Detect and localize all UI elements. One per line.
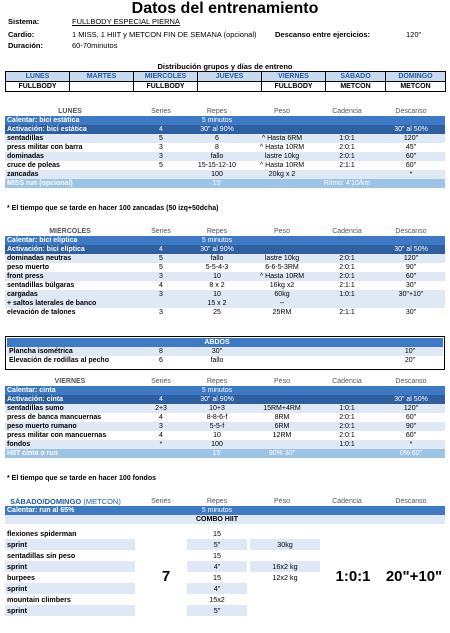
- activation-repes: 30" al 90%: [200, 246, 234, 253]
- col-series: Series: [151, 378, 171, 385]
- exercise-descanso: 60": [405, 414, 417, 421]
- metcon-cadencia: 1:0:1: [335, 568, 371, 585]
- exercise-cadencia: 1:0:1: [339, 405, 355, 412]
- sistema-value: FULLBODY ESPECIAL PIERNA: [72, 17, 180, 26]
- exercise-row: [5, 254, 445, 263]
- group-cell: FULLBODY: [134, 82, 198, 92]
- exercise-cadencia: 1:0:1: [339, 135, 355, 142]
- sistema-label: Sistema:: [8, 17, 40, 26]
- exercise-row: [5, 170, 445, 179]
- exercise-descanso: 90": [405, 423, 417, 430]
- day-cell: MARTES: [70, 72, 134, 82]
- exercise-peso: [247, 440, 317, 449]
- exercise-name: peso muerto rumano: [7, 423, 77, 430]
- miercoles-header-row: [5, 227, 445, 236]
- exercise-name: dominadas neutras: [7, 255, 72, 262]
- exercise-descanso: 120": [403, 135, 419, 142]
- activation-name: Activación: bici elíptica: [7, 246, 85, 253]
- exercise-cadencia: 2:0:1: [339, 423, 355, 430]
- group-cell: FULLBODY: [262, 82, 326, 92]
- exercise-cadencia: 2:1:1: [339, 309, 355, 316]
- metcon-exercise: sprint: [5, 561, 135, 572]
- warmup-name: Calentar: bici elíptica: [7, 237, 78, 244]
- exercise-cadencia: 2:0:1: [339, 273, 355, 280]
- distribution-title: Distribución grupos y días de entreno: [157, 62, 293, 71]
- viernes-header-row: [5, 377, 445, 386]
- descanso-value: 120": [406, 30, 422, 39]
- abdos-descanso: 10": [404, 348, 416, 355]
- miss-repes: 15': [212, 180, 222, 187]
- exercise-repes: 15-15-12-10: [197, 162, 237, 169]
- miss-row: [5, 179, 445, 188]
- exercise-cadencia: [317, 170, 377, 179]
- exercise-row: [5, 281, 445, 290]
- hiit-repes: 15': [212, 450, 222, 457]
- warmup-row: [5, 236, 445, 245]
- activation-repes: 30" al 90%: [200, 396, 234, 403]
- abdos-header-row: [7, 338, 443, 347]
- exercise-repes: 6: [215, 135, 219, 142]
- combo-series: 3: [159, 291, 163, 298]
- descanso-label: Descanso entre ejercicios:: [275, 30, 371, 39]
- abdos-row: [7, 356, 443, 365]
- exercise-name: peso muerto: [7, 264, 50, 271]
- metcon-repes: 15: [213, 551, 221, 560]
- day-title: MIÉRCOLES: [49, 228, 91, 235]
- col-descanso: Descanso: [395, 378, 427, 385]
- exercise-cadencia: 2:0:1: [339, 144, 355, 151]
- exercise-peso: 6-6-5-3RM: [265, 264, 299, 271]
- exercise-name: sentadillas sumo: [7, 405, 64, 412]
- metcon-repes: 5": [187, 605, 247, 616]
- exercise-descanso: *: [409, 441, 413, 448]
- metcon-repes: 15: [213, 573, 221, 582]
- exercise-name: sentadillas: [7, 135, 44, 142]
- exercise-descanso: 120": [403, 255, 419, 262]
- exercise-repes: 8 x 2: [209, 282, 225, 289]
- exercise-series: 3: [159, 144, 163, 151]
- metcon-repes: 4": [187, 561, 247, 572]
- day-cell: SÁBADO: [326, 72, 386, 82]
- exercise-series: 4: [159, 282, 163, 289]
- metcon-peso: 16x2 kg: [250, 561, 320, 572]
- metcon-repes: 5": [187, 539, 247, 550]
- exercise-name: fondos: [7, 441, 31, 448]
- exercise-repes: fallo: [210, 153, 224, 160]
- warmup-row: [5, 116, 445, 125]
- group-cell: [198, 82, 262, 92]
- activation-descanso: 30" al 50%: [394, 396, 428, 403]
- col-peso: Peso: [274, 108, 290, 115]
- exercise-repes: 8: [215, 144, 219, 151]
- exercise-name: press de banca mancuernas: [7, 414, 102, 421]
- metcon-peso: 30kg: [250, 539, 320, 550]
- exercise-repes: fallo: [210, 255, 224, 262]
- metcon-exercise: mountain climbers: [7, 595, 71, 604]
- sabado-header-table: [5, 497, 445, 524]
- exercise-row: [5, 404, 445, 413]
- day-cell: LUNES: [6, 72, 70, 82]
- exercise-peso: 15RM+4RM: [263, 405, 301, 412]
- exercise-row: [5, 440, 445, 449]
- page-title: Datos del entrenamiento: [131, 0, 319, 17]
- exercise-repes: 5-5-4-3: [205, 264, 229, 271]
- exercise-descanso: 30": [405, 282, 417, 289]
- combo-label-row: [5, 515, 445, 524]
- metcon-exercise: sprint: [5, 605, 135, 616]
- col-descanso: Descanso: [395, 108, 427, 115]
- exercise-series: 4: [159, 414, 163, 421]
- metcon-repes: 4": [187, 583, 247, 594]
- exercise-peso: 16kg x2: [269, 282, 295, 289]
- exercise-row: [5, 308, 445, 317]
- exercise-name: dominadas: [7, 153, 44, 160]
- activation-name: Activación: cinta: [7, 396, 64, 403]
- exercise-row: [5, 161, 445, 170]
- group-cell: [70, 82, 134, 92]
- exercise-series: 3: [159, 309, 163, 316]
- exercise-name: cruce de poleas: [7, 162, 60, 169]
- cardio-value: 1 MISS, 1 HIIT y METCON FIN DE SEMANA (opcional): [72, 30, 257, 39]
- day-cell: JUEVES: [198, 72, 262, 82]
- exercise-descanso: 45": [405, 144, 417, 151]
- abdos-table: [7, 338, 443, 365]
- exercise-peso: 12RM: [272, 432, 292, 439]
- exercise-repes: 5-5-f: [209, 423, 225, 430]
- exercise-series: 3: [159, 273, 163, 280]
- exercise-cadencia: 2:0:1: [339, 255, 355, 262]
- exercise-row: [5, 431, 445, 440]
- duracion-value: 60-70minutos: [72, 41, 118, 50]
- combo-row-top: [5, 290, 445, 299]
- exercise-peso: 25RM: [272, 309, 292, 316]
- metcon-exercise: sprint: [5, 583, 135, 594]
- activation-series: 4: [159, 246, 163, 253]
- activation-row: [5, 245, 445, 254]
- lunes-header-row: [5, 107, 445, 116]
- hiit-name: HIIT cinta o run: [7, 450, 58, 457]
- day-cell: VIERNES: [262, 72, 326, 82]
- abdos-row: [7, 347, 443, 356]
- exercise-descanso: 90": [405, 264, 417, 271]
- exercise-descanso: *: [409, 171, 413, 178]
- hiit-descanso: 0% 60": [399, 450, 423, 457]
- exercise-cadencia: 2:1:1: [339, 162, 355, 169]
- exercise-peso: lastre 10kg: [264, 255, 300, 262]
- exercise-repes: 10: [213, 432, 221, 439]
- viernes-table: [5, 377, 445, 458]
- col-cadencia: Cadencia: [332, 228, 362, 235]
- warmup-row: [5, 386, 445, 395]
- combo-descanso: 30"+10": [398, 291, 424, 298]
- exercise-repes: 100: [211, 171, 223, 178]
- distribution-days-row: [6, 72, 446, 82]
- combo-name-2: + saltos laterales de banco: [7, 300, 97, 307]
- exercise-descanso: 60": [405, 273, 417, 280]
- metcon-descanso: 20"+10": [385, 568, 443, 585]
- col-series: Series: [151, 498, 171, 505]
- col-repes: Repes: [206, 108, 228, 115]
- exercise-peso: lastre 10kg: [264, 153, 300, 160]
- exercise-series: 5: [159, 162, 163, 169]
- exercise-name: front press: [7, 273, 44, 280]
- exercise-cadencia: 1:0:1: [339, 441, 355, 448]
- exercise-series: 5: [159, 255, 163, 262]
- activation-repes: 30" al 90%: [200, 126, 234, 133]
- combo-row-bottom: [5, 299, 445, 308]
- metcon-repes: 15: [213, 529, 221, 538]
- exercise-descanso: 120": [403, 405, 419, 412]
- abdos-repes: 30": [211, 348, 223, 355]
- warmup-repes: 5 minutos: [201, 387, 233, 394]
- group-cell: METCON: [326, 82, 386, 92]
- exercise-name: sentadillas búlgaras: [7, 282, 75, 289]
- exercise-row: [5, 413, 445, 422]
- cardio-label: Cardio:: [8, 30, 35, 39]
- abdos-name: Elevación de rodillas al pecho: [9, 357, 109, 364]
- activation-series: 4: [159, 126, 163, 133]
- exercise-cadencia: 2:0:1: [339, 153, 355, 160]
- activation-row: [5, 395, 445, 404]
- day-title: VIERNES: [54, 378, 86, 385]
- exercise-cadencia: 2:0:1: [339, 432, 355, 439]
- abdos-series: 6: [159, 357, 163, 364]
- metcon-exercise: sprint: [5, 539, 135, 550]
- sabado-day-note: (METCON): [83, 497, 121, 506]
- miss-name: MISS run (opcional): [7, 180, 73, 187]
- exercise-row: [5, 272, 445, 281]
- activation-series: 4: [159, 396, 163, 403]
- exercise-repes: 25: [213, 309, 221, 316]
- warmup-repes: 5 minutos: [201, 117, 233, 124]
- combo-repes-1: 10: [213, 291, 221, 298]
- exercise-peso: ^ Hasta 10RM: [259, 144, 305, 151]
- warmup-repes: 5 minutos: [201, 507, 233, 514]
- exercise-cadencia: 2:0:1: [339, 414, 355, 421]
- metcon-exercise: burpees: [7, 573, 35, 582]
- viernes-note: * El tiempo que se tarde en hacer 100 fondos: [7, 475, 156, 482]
- hiit-row: [5, 449, 445, 458]
- day-cell: MIERCOLES: [134, 72, 198, 82]
- col-repes: Repes: [206, 228, 228, 235]
- col-repes: Repes: [206, 498, 228, 505]
- exercise-row: [5, 152, 445, 161]
- metcon-block: [5, 528, 445, 632]
- distribution-groups-row: [6, 82, 446, 92]
- warmup-repes: 5 minutos: [201, 237, 233, 244]
- combo-cadencia: 1:0:1: [339, 291, 355, 298]
- exercise-peso: ^ Hasta 10RM: [259, 273, 305, 280]
- exercise-name: elevación de talones: [7, 309, 76, 316]
- exercise-series: 5: [159, 135, 163, 142]
- activation-row: [5, 125, 445, 134]
- col-cadencia: Cadencia: [332, 378, 362, 385]
- exercise-series: 3: [159, 153, 163, 160]
- exercise-series: 4: [159, 432, 163, 439]
- col-peso: Peso: [274, 378, 290, 385]
- group-cell: METCON: [386, 82, 446, 92]
- day-cell: DOMINGO: [386, 72, 446, 82]
- activation-name: Activación: bici estática: [7, 126, 87, 133]
- metcon-series: 7: [161, 568, 171, 585]
- group-cell: FULLBODY: [6, 82, 70, 92]
- exercise-descanso: 60": [405, 153, 417, 160]
- exercise-descanso: 60": [405, 162, 417, 169]
- exercise-cadencia: 2:0:1: [339, 264, 355, 271]
- exercise-name: press militar con barra: [7, 144, 83, 151]
- col-cadencia: Cadencia: [332, 498, 362, 505]
- sabado-day-label: SÁBADO/DOMINGO: [10, 497, 82, 506]
- col-series: Series: [151, 228, 171, 235]
- exercise-row: [5, 422, 445, 431]
- exercise-peso: 20kg x 2: [268, 171, 296, 178]
- col-descanso: Descanso: [395, 228, 427, 235]
- exercise-peso: 6RM: [274, 423, 290, 430]
- warmup-name: Calentar: run al 65%: [7, 507, 75, 514]
- exercise-series: 2+3: [155, 405, 167, 412]
- lunes-note: * El tiempo que se tarde en hacer 100 zancadas (50 izq+50dcha): [7, 205, 219, 212]
- exercise-peso: ^ Hasta 10RM: [259, 162, 305, 169]
- miss-cadencia: Ritmo: 4'10/km: [323, 180, 371, 187]
- exercise-repes: 8-8-6-f: [206, 414, 228, 421]
- activation-descanso: 30" al 50%: [394, 126, 428, 133]
- col-descanso: Descanso: [395, 498, 427, 505]
- exercise-descanso: 60": [405, 432, 417, 439]
- abdos-repes: fallo: [210, 357, 224, 364]
- metcon-exercise: sentadillas sin peso: [7, 551, 76, 560]
- col-repes: Repes: [206, 378, 228, 385]
- exercise-peso: ^ Hasta 6RM: [261, 135, 303, 142]
- exercise-series: 5: [159, 264, 163, 271]
- abdos-label: ABDOS: [204, 339, 230, 346]
- hiit-peso: 90% 30": [268, 450, 296, 457]
- exercise-peso: 8RM: [274, 414, 290, 421]
- col-series: Series: [151, 108, 171, 115]
- exercise-repes: 10+3: [209, 405, 225, 412]
- combo-hiit-label: COMBO HIIT: [196, 516, 238, 523]
- exercise-row: [5, 134, 445, 143]
- abdos-descanso: 20": [404, 357, 416, 364]
- combo-name-1: cargadas: [7, 291, 38, 298]
- warmup-name: Calentar: cinta: [7, 387, 56, 394]
- lunes-table: [5, 107, 445, 188]
- exercise-row: [5, 143, 445, 152]
- col-peso: Peso: [274, 228, 290, 235]
- duracion-label: Duración:: [8, 41, 44, 50]
- metcon-repes: 15x2: [209, 595, 225, 604]
- exercise-row: [5, 263, 445, 272]
- abdos-series: 8: [159, 348, 163, 355]
- col-cadencia: Cadencia: [332, 108, 362, 115]
- warmup-row: [5, 506, 445, 515]
- exercise-series: [135, 170, 187, 179]
- col-peso: Peso: [274, 498, 290, 505]
- combo-peso-2: --: [279, 300, 285, 307]
- distribution-table: [5, 71, 446, 92]
- exercise-series: 3: [159, 423, 163, 430]
- abdos-name: Plancha isométrica: [9, 348, 73, 355]
- exercise-cadencia: 2:1:1: [339, 282, 355, 289]
- exercise-name: zancadas: [7, 171, 39, 178]
- exercise-series: *: [159, 441, 163, 448]
- exercise-descanso: 30": [405, 309, 417, 316]
- combo-peso-1: 60kg: [274, 291, 290, 298]
- warmup-name: Calentar: bici estática: [7, 117, 80, 124]
- day-title: LUNES: [58, 108, 82, 115]
- activation-descanso: 30" al 50%: [394, 246, 428, 253]
- miercoles-table: [5, 227, 445, 317]
- exercise-repes: 100: [211, 441, 223, 448]
- sabado-header-row: [5, 497, 445, 506]
- exercise-name: press militar con mancuernas: [7, 432, 107, 439]
- metcon-peso: 12x2 kg: [272, 573, 298, 582]
- metcon-exercise: flexiones spiderman: [7, 529, 77, 538]
- exercise-repes: 10: [213, 273, 221, 280]
- combo-repes-2: 15 x 2: [207, 300, 227, 307]
